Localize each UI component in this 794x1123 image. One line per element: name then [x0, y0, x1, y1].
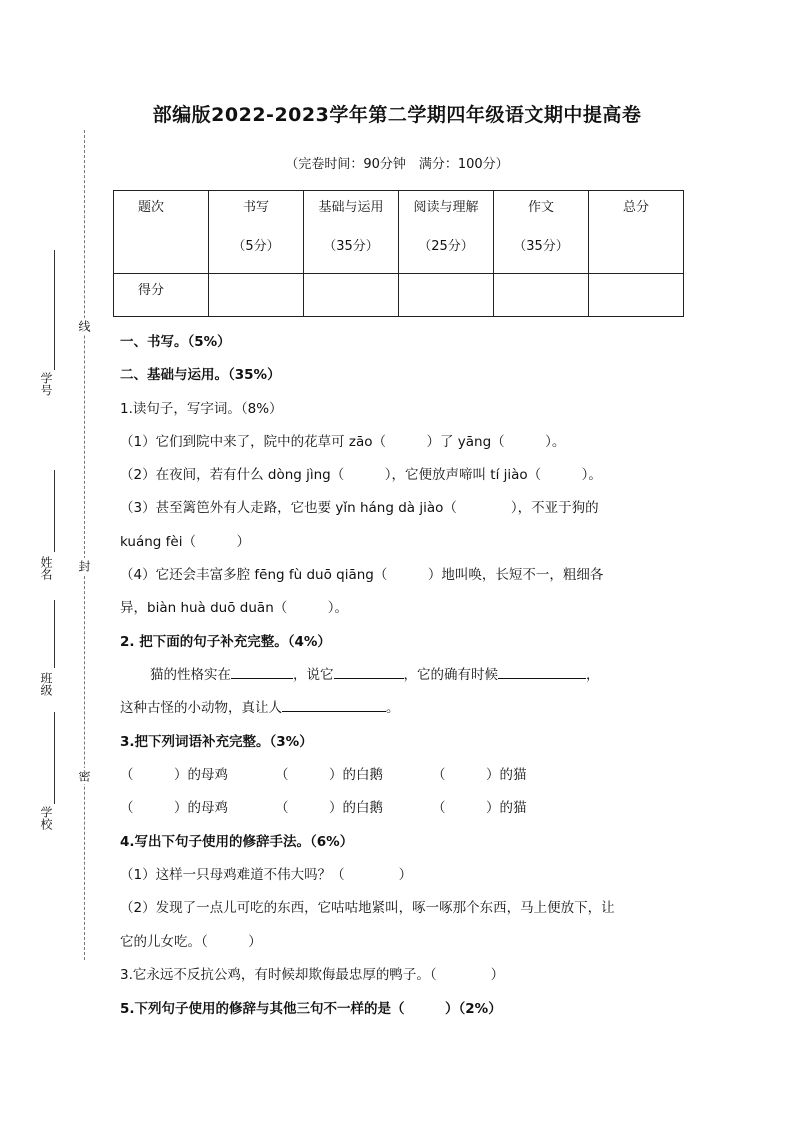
- question-3-row-2-a: （ ）的母鸡: [120, 800, 228, 816]
- answer-blank[interactable]: [498, 664, 586, 679]
- question-3-row-2-b: （ ）的白鹅: [275, 800, 383, 816]
- answer-blank[interactable]: [231, 664, 293, 679]
- seal-word-seal: 封: [77, 560, 91, 572]
- score-input-cell[interactable]: [304, 274, 399, 317]
- page-title: 部编版2022-2023学年第二学期四年级语文期中提高卷: [152, 104, 642, 126]
- score-header-cell: 书写 （5分）: [209, 191, 304, 274]
- question-3-row-1-b: （ ）的白鹅: [275, 767, 383, 783]
- question-4-item-3: 3.它永远不反抗公鸡，有时候却欺侮最忠厚的鸭子。（ ）: [120, 967, 505, 983]
- score-header-cell: 基础与运用 （35分）: [304, 191, 399, 274]
- question-3-row-1-a: （ ）的母鸡: [120, 767, 228, 783]
- answer-blank[interactable]: [334, 664, 404, 679]
- question-4-item-1: （1）这样一只母鸡难道不伟大吗？（ ）: [120, 867, 413, 883]
- score-row: [114, 274, 684, 317]
- score-header-cell: 题次: [114, 191, 209, 274]
- binding-dashed-line: [84, 130, 85, 960]
- score-input-cell[interactable]: [209, 274, 304, 317]
- question-2-line-1: 猫的性格实在 ，说它 ，它的确有时候 ，: [150, 663, 600, 683]
- student-id-label: 学号: [39, 372, 53, 396]
- school-label: 学校: [39, 806, 53, 830]
- question-5-heading: 5.下列句子使用的修辞与其他三句不一样的是（ ）（2%）: [120, 1001, 502, 1017]
- question-3-row-1-c: （ ）的猫: [432, 767, 527, 783]
- seal-word-secret: 密: [77, 770, 91, 782]
- score-header-cell: 总分: [589, 191, 684, 274]
- question-2-line-2: 这种古怪的小动物，真让人 。: [120, 696, 400, 716]
- question-1-item-1: （1）它们到院中来了，院中的花草可 zāo（ ）了 yāng（ ）。: [120, 434, 566, 450]
- question-4-item-2: （2）发现了一点儿可吃的东西，它咕咕地紧叫，啄一啄那个东西，马上便放下，让: [120, 900, 615, 916]
- answer-blank[interactable]: [282, 697, 386, 712]
- question-1-item-4-cont: 异，biàn huà duō duān（ ）。: [120, 600, 348, 616]
- question-3-heading: 3.把下列词语补充完整。（3%）: [120, 734, 313, 750]
- score-table-header-row: [114, 191, 684, 274]
- score-input-cell[interactable]: [494, 274, 589, 317]
- score-input-cell[interactable]: [399, 274, 494, 317]
- question-2-heading: 2. 把下面的句子补充完整。（4%）: [120, 634, 331, 650]
- question-3-row-2-c: （ ）的猫: [432, 800, 527, 816]
- question-1-heading: 1.读句子，写字词。（8%）: [120, 401, 283, 417]
- name-rule: [54, 470, 55, 552]
- question-4-heading: 4.写出下句子使用的修辞手法。（6%）: [120, 834, 354, 850]
- question-1-item-3-cont: kuáng fèi（ ）: [120, 534, 250, 550]
- section-writing-heading: 一、书写。（5%）: [120, 334, 231, 350]
- score-header-cell: 作文 （35分）: [494, 191, 589, 274]
- question-1-item-2: （2）在夜间，若有什么 dòng jìng（ ），它便放声啼叫 tí jiào（ ）。: [120, 467, 602, 483]
- class-rule: [54, 600, 55, 668]
- question-1-item-4: （4）它还会丰富多腔 fēng fù duō qiāng（ ）地叫唤，长短不一，粗细各: [120, 567, 604, 583]
- score-row-label: 得分: [114, 274, 209, 317]
- score-table: [113, 190, 684, 317]
- score-input-cell[interactable]: [589, 274, 684, 317]
- section-basics-heading: 二、基础与运用。（35%）: [120, 367, 281, 383]
- seal-word-line: 线: [77, 320, 91, 332]
- class-label: 班级: [39, 672, 53, 696]
- name-label: 姓名: [39, 556, 53, 580]
- question-4-item-2-cont: 它的儿女吃。（ ）: [120, 934, 262, 950]
- student-id-rule: [54, 250, 55, 370]
- exam-subtitle: （完卷时间：90分钟 满分：100分）: [285, 157, 509, 172]
- school-rule: [54, 712, 55, 804]
- score-header-cell: 阅读与理解 （25分）: [399, 191, 494, 274]
- question-1-item-3: （3）甚至篱笆外有人走路，它也要 yǐn háng dà jiào（ ），不亚于狗的: [120, 500, 599, 516]
